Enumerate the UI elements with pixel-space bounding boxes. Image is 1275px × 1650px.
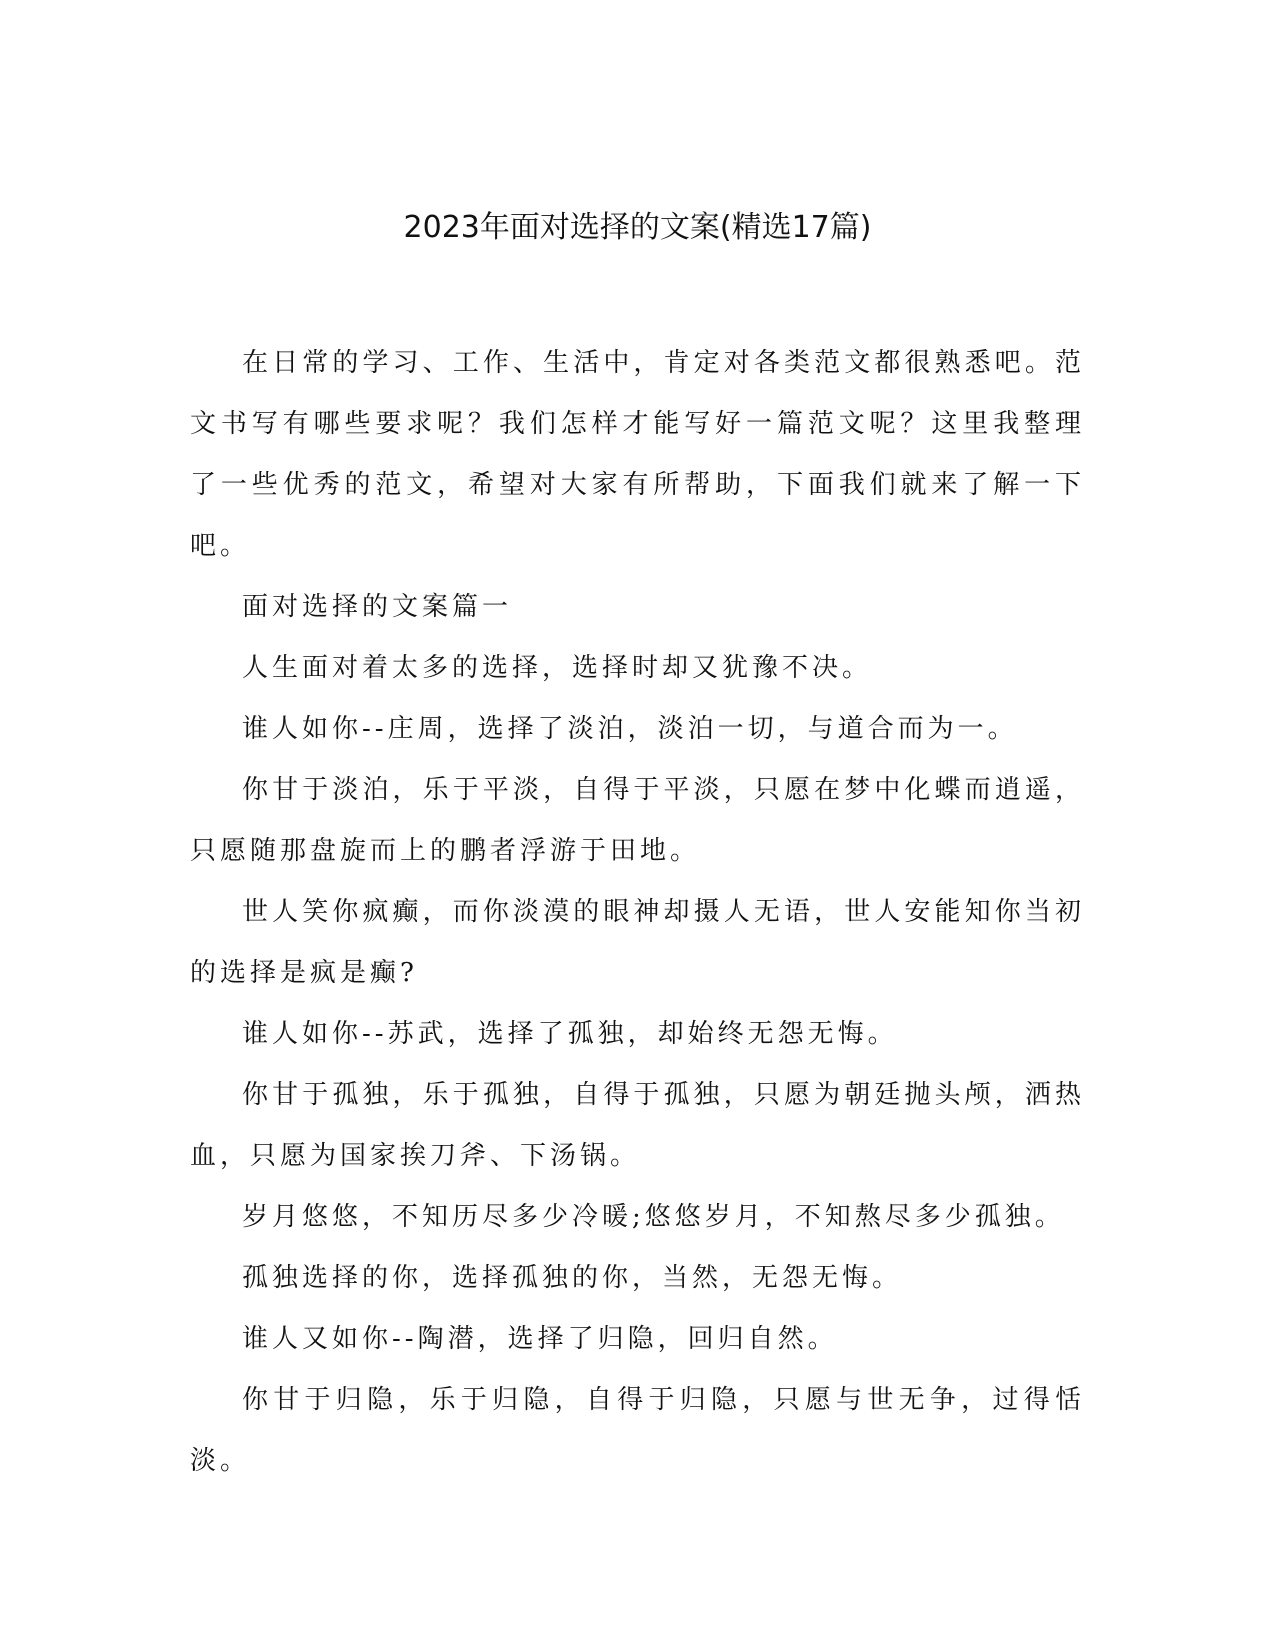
paragraph: 岁月悠悠，不知历尽多少冷暖;悠悠岁月，不知熬尽多少孤独。 [242,1202,1065,1232]
paragraph: 谁人如你--庄周，选择了淡泊，淡泊一切，与道合而为一。 [242,714,1018,744]
paragraph: 人生面对着太多的选择，选择时却又犹豫不决。 [242,653,873,683]
document-body [190,333,1085,1492]
paragraph: 谁人又如你--陶潜，选择了归隐，回归自然。 [242,1324,838,1354]
paragraph: 你甘于归隐，乐于归隐，自得于归隐，只愿与世无争，过得恬淡。 [190,1385,1085,1476]
section-heading-1: 面对选择的文案篇一 [242,592,513,622]
paragraph-intro: 在日常的学习、工作、生活中，肯定对各类范文都很熟悉吧。范文书写有哪些要求呢？我们怎样才能写好一篇范文呢？这里我整理了一些优秀的范文，希望对大家有所帮助，下面我们就来了解一下吧。 [190,348,1085,561]
document-title: 2023年面对选择的文案(精选17篇) [403,210,872,245]
paragraph: 世人笑你疯癫，而你淡漠的眼神却摄人无语，世人安能知你当初的选择是疯是癫? [190,897,1085,988]
paragraph: 你甘于淡泊，乐于平淡，自得于平淡，只愿在梦中化蝶而逍遥，只愿随那盘旋而上的鹏者浮游于田地。 [190,775,1085,866]
paragraph: 你甘于孤独，乐于孤独，自得于孤独，只愿为朝廷抛头颅，洒热血，只愿为国家挨刀斧、下汤锅。 [190,1080,1085,1171]
paragraph: 孤独选择的你，选择孤独的你，当然，无怨无悔。 [242,1263,903,1293]
paragraph: 谁人如你--苏武，选择了孤独，却始终无怨无悔。 [242,1019,898,1049]
